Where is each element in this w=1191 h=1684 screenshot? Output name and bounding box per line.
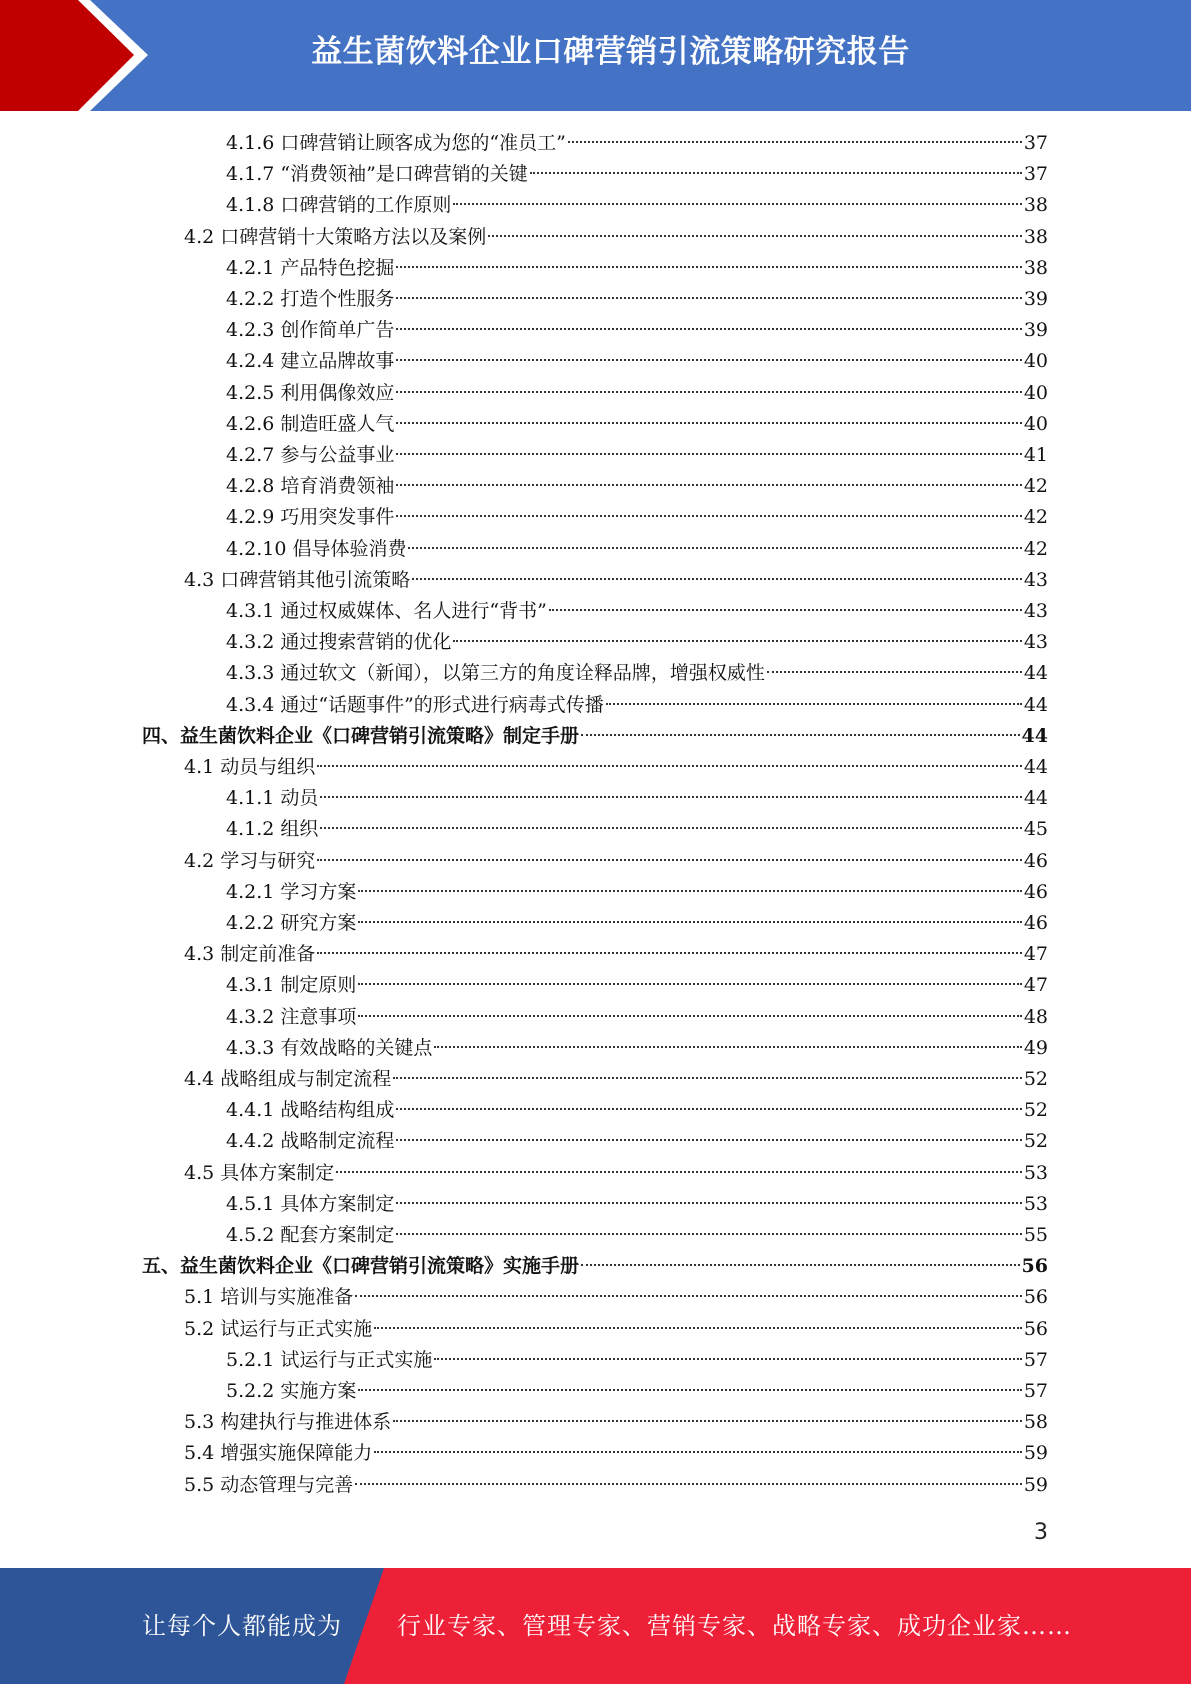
toc-entry-title: 4.1.6 口碑营销让顾客成为您的“准员工”: [226, 132, 566, 154]
toc-entry-page: 38: [1023, 194, 1048, 217]
toc-entry-page: 52: [1023, 1130, 1048, 1153]
toc-leader-dots: [374, 1451, 1022, 1453]
toc-entry-page: 52: [1023, 1099, 1048, 1122]
page-footer: [0, 1568, 1191, 1684]
toc-entry-page: 52: [1023, 1068, 1048, 1090]
toc-entry[interactable]: [184, 1438, 1048, 1469]
toc-entry-page: 48: [1023, 1005, 1048, 1028]
toc-entry-title: 4.2.1 产品特色挖掘: [226, 256, 395, 279]
toc-entry-title: 4.2.3 创作简单广告: [226, 319, 395, 342]
toc-leader-dots: [374, 1327, 1022, 1329]
toc-entry[interactable]: [226, 783, 1048, 814]
toc-entry[interactable]: [226, 1095, 1048, 1126]
document-title: 益生菌饮料企业口碑营销引流策略研究报告: [311, 34, 910, 70]
toc-entry-title: 4.2.9 巧用突发事件: [226, 506, 395, 529]
toc-entry-title: 5.5 动态管理与完善: [184, 1473, 354, 1496]
toc-entry-page: 55: [1023, 1224, 1048, 1246]
toc-entry-title: 4.2.5 利用偶像效应: [226, 381, 395, 404]
toc-leader-dots: [358, 921, 1021, 923]
toc-entry-title: 4.2.6 制造旺盛人气: [226, 412, 395, 435]
toc-entry-title: 4.2.2 打造个性服务: [226, 288, 395, 310]
toc-entry-title: 4.2.7 参与公益事业: [226, 444, 395, 466]
toc-entry-page: 57: [1023, 1348, 1048, 1371]
toc-entry-title: 4.3.3 通过软文（新闻），以第三方的角度诠释品牌，增强权威性: [226, 662, 765, 685]
toc-entry-page: 59: [1023, 1473, 1048, 1496]
toc-entry-page: 53: [1023, 1161, 1048, 1184]
toc-entry-title: 4.2.8 培育消费领袖: [226, 475, 395, 498]
toc-entry-title: 5.2 试运行与正式实施: [184, 1317, 373, 1340]
toc-entry[interactable]: [226, 346, 1048, 377]
page-number: 3: [1034, 1520, 1048, 1545]
toc-entry-title: 5.4 增强实施保障能力: [184, 1442, 373, 1465]
toc-leader-dots: [396, 1108, 1021, 1110]
toc-entry[interactable]: [226, 970, 1048, 1001]
toc-entry-title: 5.2.2 实施方案: [226, 1380, 357, 1402]
toc-leader-dots: [358, 890, 1021, 892]
toc-entry-title: 4.3.2 通过搜索营销的优化: [226, 631, 452, 654]
toc-leader-dots: [581, 734, 1020, 736]
toc-leader-dots: [355, 1295, 1022, 1297]
toc-entry[interactable]: [226, 1220, 1048, 1251]
toc-leader-dots: [396, 359, 1021, 361]
toc-entry[interactable]: [226, 440, 1048, 471]
toc-leader-dots: [393, 1077, 1022, 1079]
toc-entry-page: 59: [1023, 1442, 1048, 1465]
toc-entry[interactable]: [184, 565, 1048, 596]
toc-leader-dots: [408, 547, 1021, 549]
toc-entry-page: 44: [1023, 662, 1048, 685]
toc-leader-dots: [568, 141, 1022, 143]
toc-leader-dots: [412, 578, 1022, 580]
toc-leader-dots: [396, 328, 1021, 330]
toc-entry[interactable]: [226, 814, 1048, 845]
toc-entry[interactable]: [226, 1189, 1048, 1220]
toc-entry-page: 46: [1023, 880, 1048, 903]
toc-entry-page: 46: [1023, 912, 1048, 934]
toc-entry-page: 56: [1021, 1255, 1048, 1278]
toc-leader-dots: [320, 796, 1021, 798]
toc-entry-page: 49: [1023, 1036, 1048, 1059]
toc-leader-dots: [358, 983, 1021, 985]
toc-entry[interactable]: [226, 658, 1048, 689]
toc-entry[interactable]: [184, 1064, 1048, 1095]
toc-entry[interactable]: [184, 1282, 1048, 1313]
toc-entry-title: 五、益生菌饮料企业《口碑营销引流策略》实施手册: [142, 1255, 580, 1278]
toc-entry-page: 37: [1023, 163, 1048, 186]
toc-entry[interactable]: [226, 253, 1048, 284]
toc-entry[interactable]: [226, 534, 1048, 565]
toc-entry-page: 44: [1023, 756, 1048, 778]
toc-entry-page: 40: [1023, 412, 1048, 435]
toc-entry-title: 4.3 制定前准备: [184, 943, 316, 966]
toc-entry-title: 4.1 动员与组织: [184, 756, 316, 778]
toc-leader-dots: [453, 640, 1021, 642]
toc-entry-title: 4.1.8 口碑营销的工作原则: [226, 194, 452, 217]
toc-leader-dots: [317, 859, 1022, 861]
toc-leader-dots: [434, 1046, 1021, 1048]
toc-entry[interactable]: [184, 939, 1048, 970]
toc-entry-page: 45: [1023, 818, 1048, 841]
toc-entry-title: 4.1.1 动员: [226, 787, 319, 810]
toc-entry-page: 42: [1023, 506, 1048, 529]
toc-entry-title: 4.3 口碑营销其他引流策略: [184, 568, 411, 591]
toc-entry[interactable]: [226, 190, 1048, 221]
toc-leader-dots: [320, 827, 1021, 829]
toc-leader-dots: [336, 1171, 1022, 1173]
toc-entry-title: 4.2.1 学习方案: [226, 880, 357, 903]
toc-entry-title: 4.4.2 战略制定流程: [226, 1130, 395, 1153]
toc-entry[interactable]: [226, 627, 1048, 658]
toc-leader-dots: [355, 1483, 1022, 1485]
toc-entry-title: 4.2 口碑营销十大策略方法以及案例: [184, 225, 487, 248]
toc-entry[interactable]: [226, 1033, 1048, 1064]
toc-entry[interactable]: [142, 1251, 1048, 1282]
toc-entry-page: 44: [1023, 787, 1048, 810]
toc-leader-dots: [549, 609, 1022, 611]
toc-entry-title: 4.3.3 有效战略的关键点: [226, 1036, 433, 1059]
toc-entry[interactable]: [184, 752, 1048, 783]
toc-leader-dots: [396, 515, 1021, 517]
toc-leader-dots: [488, 235, 1022, 237]
toc-leader-dots: [396, 484, 1021, 486]
toc-entry[interactable]: [226, 908, 1048, 939]
toc-entry[interactable]: [226, 877, 1048, 908]
toc-entry-page: 47: [1023, 943, 1048, 966]
toc-entry-title: 4.5 具体方案制定: [184, 1161, 335, 1184]
toc-entry[interactable]: [184, 1407, 1048, 1438]
toc-entry-page: 58: [1023, 1411, 1048, 1434]
toc-entry-title: 4.2 学习与研究: [184, 849, 316, 872]
toc-entry-page: 47: [1023, 974, 1048, 997]
toc-entry-title: 4.5.2 配套方案制定: [226, 1224, 395, 1246]
toc-leader-dots: [530, 172, 1022, 174]
toc-leader-dots: [453, 203, 1021, 205]
toc-entry[interactable]: [226, 596, 1048, 627]
toc-entry[interactable]: [226, 1002, 1048, 1033]
toc-leader-dots: [396, 1202, 1021, 1204]
toc-entry[interactable]: [226, 315, 1048, 346]
toc-entry[interactable]: [226, 128, 1048, 159]
toc-leader-dots: [581, 1264, 1020, 1266]
toc-entry-page: 46: [1023, 849, 1048, 872]
toc-entry[interactable]: [226, 409, 1048, 440]
toc-entry-page: 43: [1023, 568, 1048, 591]
toc-leader-dots: [767, 671, 1022, 673]
toc-leader-dots: [606, 703, 1022, 705]
toc-entry-page: 37: [1023, 132, 1048, 154]
toc-entry-page: 40: [1023, 350, 1048, 373]
toc-entry[interactable]: [226, 502, 1048, 533]
toc-leader-dots: [396, 453, 1021, 455]
toc-entry-page: 42: [1023, 537, 1048, 560]
toc-entry-page: 44: [1023, 693, 1048, 716]
toc-entry[interactable]: [226, 159, 1048, 190]
toc-entry-title: 4.5.1 具体方案制定: [226, 1192, 395, 1215]
toc-entry[interactable]: [184, 1158, 1048, 1189]
toc-entry[interactable]: [226, 1126, 1048, 1157]
toc-entry-title: 4.4 战略组成与制定流程: [184, 1068, 392, 1090]
toc-entry-page: 38: [1023, 256, 1048, 279]
toc-entry-page: 38: [1023, 225, 1048, 248]
toc-entry-page: 41: [1023, 444, 1048, 466]
toc-entry[interactable]: [226, 284, 1048, 315]
toc-entry-page: 57: [1023, 1380, 1048, 1402]
toc-entry-title: 四、益生菌饮料企业《口碑营销引流策略》制定手册: [142, 724, 580, 747]
toc-entry[interactable]: [226, 1376, 1048, 1407]
toc-entry[interactable]: [184, 1470, 1048, 1501]
toc-entry-title: 4.3.1 制定原则: [226, 974, 357, 997]
toc-leader-dots: [396, 297, 1021, 299]
toc-leader-dots: [393, 1420, 1022, 1422]
toc-leader-dots: [396, 422, 1021, 424]
toc-entry-title: 4.4.1 战略结构组成: [226, 1099, 395, 1122]
toc-entry-page: 44: [1021, 724, 1048, 747]
toc-entry-page: 56: [1023, 1317, 1048, 1340]
toc-entry-title: 5.1 培训与实施准备: [184, 1286, 354, 1309]
toc-entry-title: 4.2.4 建立品牌故事: [226, 350, 395, 373]
toc-entry[interactable]: [184, 222, 1048, 253]
toc-entry[interactable]: [184, 846, 1048, 877]
toc-entry-title: 4.1.7 “消费领袖”是口碑营销的关键: [226, 163, 528, 186]
toc-leader-dots: [317, 952, 1022, 954]
toc-leader-dots: [358, 1015, 1021, 1017]
footer-slogan-right: 行业专家、管理专家、营销专家、战略专家、成功企业家……: [397, 1612, 1072, 1640]
toc-entry-title: 4.3.4 通过“话题事件”的形式进行病毒式传播: [226, 693, 604, 716]
toc-entry-page: 39: [1023, 319, 1048, 342]
toc-entry-page: 43: [1023, 631, 1048, 654]
toc-entry-page: 56: [1023, 1286, 1048, 1309]
toc-entry-title: 4.3.2 注意事项: [226, 1005, 357, 1028]
toc-entry-page: 43: [1023, 600, 1048, 622]
toc-leader-dots: [396, 1233, 1021, 1235]
toc-leader-dots: [396, 1139, 1021, 1141]
footer-slogan-left: 让每个人都能成为: [142, 1612, 342, 1640]
toc-entry[interactable]: [226, 1345, 1048, 1376]
toc-entry-page: 39: [1023, 288, 1048, 310]
toc-entry-page: 53: [1023, 1192, 1048, 1215]
toc-leader-dots: [434, 1358, 1021, 1360]
toc-leader-dots: [396, 266, 1021, 268]
toc-leader-dots: [317, 765, 1022, 767]
toc-entry-title: 5.3 构建执行与推进体系: [184, 1411, 392, 1434]
toc-entry-title: 4.3.1 通过权威媒体、名人进行“背书”: [226, 600, 547, 622]
toc-entry-title: 4.1.2 组织: [226, 818, 319, 841]
toc-entry-title: 5.2.1 试运行与正式实施: [226, 1348, 433, 1371]
toc-leader-dots: [358, 1389, 1021, 1391]
toc-entry-page: 40: [1023, 381, 1048, 404]
toc-leader-dots: [396, 391, 1021, 393]
toc-entry[interactable]: [226, 471, 1048, 502]
toc-entry[interactable]: [226, 690, 1048, 721]
toc-entry-title: 4.2.2 研究方案: [226, 912, 357, 934]
toc-entry[interactable]: [142, 721, 1048, 752]
page-header: [0, 0, 1191, 111]
toc-entry-title: 4.2.10 倡导体验消费: [226, 537, 407, 560]
toc-entry[interactable]: [226, 378, 1048, 409]
toc-entry[interactable]: [184, 1314, 1048, 1345]
toc-entry-page: 42: [1023, 475, 1048, 498]
